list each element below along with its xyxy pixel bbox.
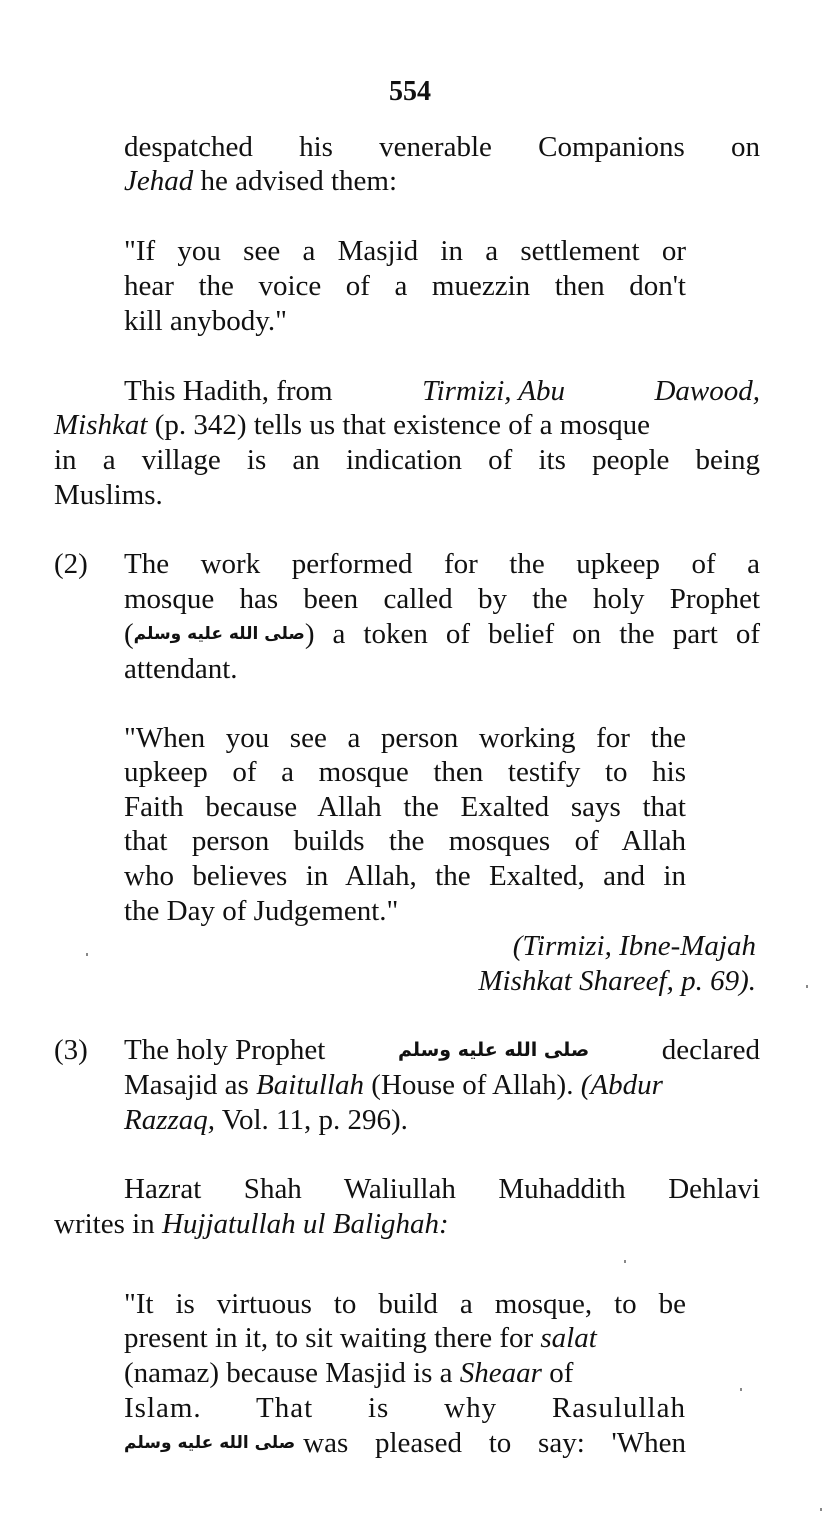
quote-line: "It is virtuous to build a mosque, to be xyxy=(124,1288,686,1320)
list-number: (2) xyxy=(54,548,88,580)
text-line: ( صلى الله عليه وسلم ) a token of belief on the part of xyxy=(124,618,760,650)
list-number: (3) xyxy=(54,1034,88,1066)
quote-line: Faith because Allah the Exalted says that xyxy=(124,791,686,823)
quote-line: "When you see a person working for the xyxy=(124,722,686,754)
text-line: attendant. xyxy=(124,653,238,685)
scan-speck xyxy=(820,1508,822,1511)
italic-term: Jehad xyxy=(124,165,194,197)
scan-speck xyxy=(86,953,88,956)
arabic-salutation: صلى الله عليه وسلم xyxy=(133,624,305,644)
quote-line: hear the voice of a muezzin then don't xyxy=(124,270,686,302)
quote-line: (namaz) because Masjid is a Sheaar of xyxy=(124,1357,574,1389)
quote-line: that person builds the mosques of Allah xyxy=(124,825,686,857)
quote-line: kill anybody." xyxy=(124,305,287,337)
text-line: The holy Prophet صلى الله عليه وسلم declared xyxy=(124,1034,760,1066)
text-line: Masajid as Baitullah (House of Allah). (Abdur xyxy=(124,1069,663,1101)
arabic-salutation: صلى الله عليه وسلم xyxy=(124,1433,296,1453)
citation: Mishkat Shareef, p. 69). xyxy=(478,965,756,997)
text-line: in a village is an indication of its people being xyxy=(54,444,760,476)
text-line: This Hadith, from Tirmizi, Abu Dawood, xyxy=(124,375,760,407)
scan-speck xyxy=(624,1260,626,1263)
quote-line: who believes in Allah, the Exalted, and in xyxy=(124,860,686,892)
text-line: Muslims. xyxy=(54,479,163,511)
citation: (Tirmizi, Ibne-Majah xyxy=(512,930,756,962)
quote-line: upkeep of a mosque then testify to his xyxy=(124,756,686,788)
page-number: 554 xyxy=(389,76,431,107)
text-line: writes in Hujjatullah ul Balighah: xyxy=(54,1208,449,1240)
text-line: Razzaq, Vol. 11, p. 296). xyxy=(124,1104,408,1136)
quote-line: صلى الله عليه وسلم was pleased to say: 'When xyxy=(124,1427,686,1459)
text-line: Jehad he advised them: xyxy=(124,165,398,197)
scan-speck xyxy=(806,985,808,988)
quote-line: the Day of Judgement." xyxy=(124,895,399,927)
text-line: The work performed for the upkeep of a xyxy=(124,548,760,580)
arabic-salutation: صلى الله عليه وسلم xyxy=(397,1039,590,1061)
quote-line: "If you see a Masjid in a settlement or xyxy=(124,235,686,267)
quote-line: Islam. That is why Rasulullah xyxy=(124,1392,686,1424)
text-line: Mishkat (p. 342) tells us that existence of a mosque xyxy=(54,409,650,441)
text-line: Hazrat Shah Waliullah Muhaddith Dehlavi xyxy=(124,1173,760,1205)
text-line: despatched his venerable Companions on xyxy=(124,131,760,163)
quote-line: present in it, to sit waiting there for salat xyxy=(124,1322,597,1354)
scan-speck xyxy=(740,1388,742,1391)
text-line: mosque has been called by the holy Prophet xyxy=(124,583,760,615)
